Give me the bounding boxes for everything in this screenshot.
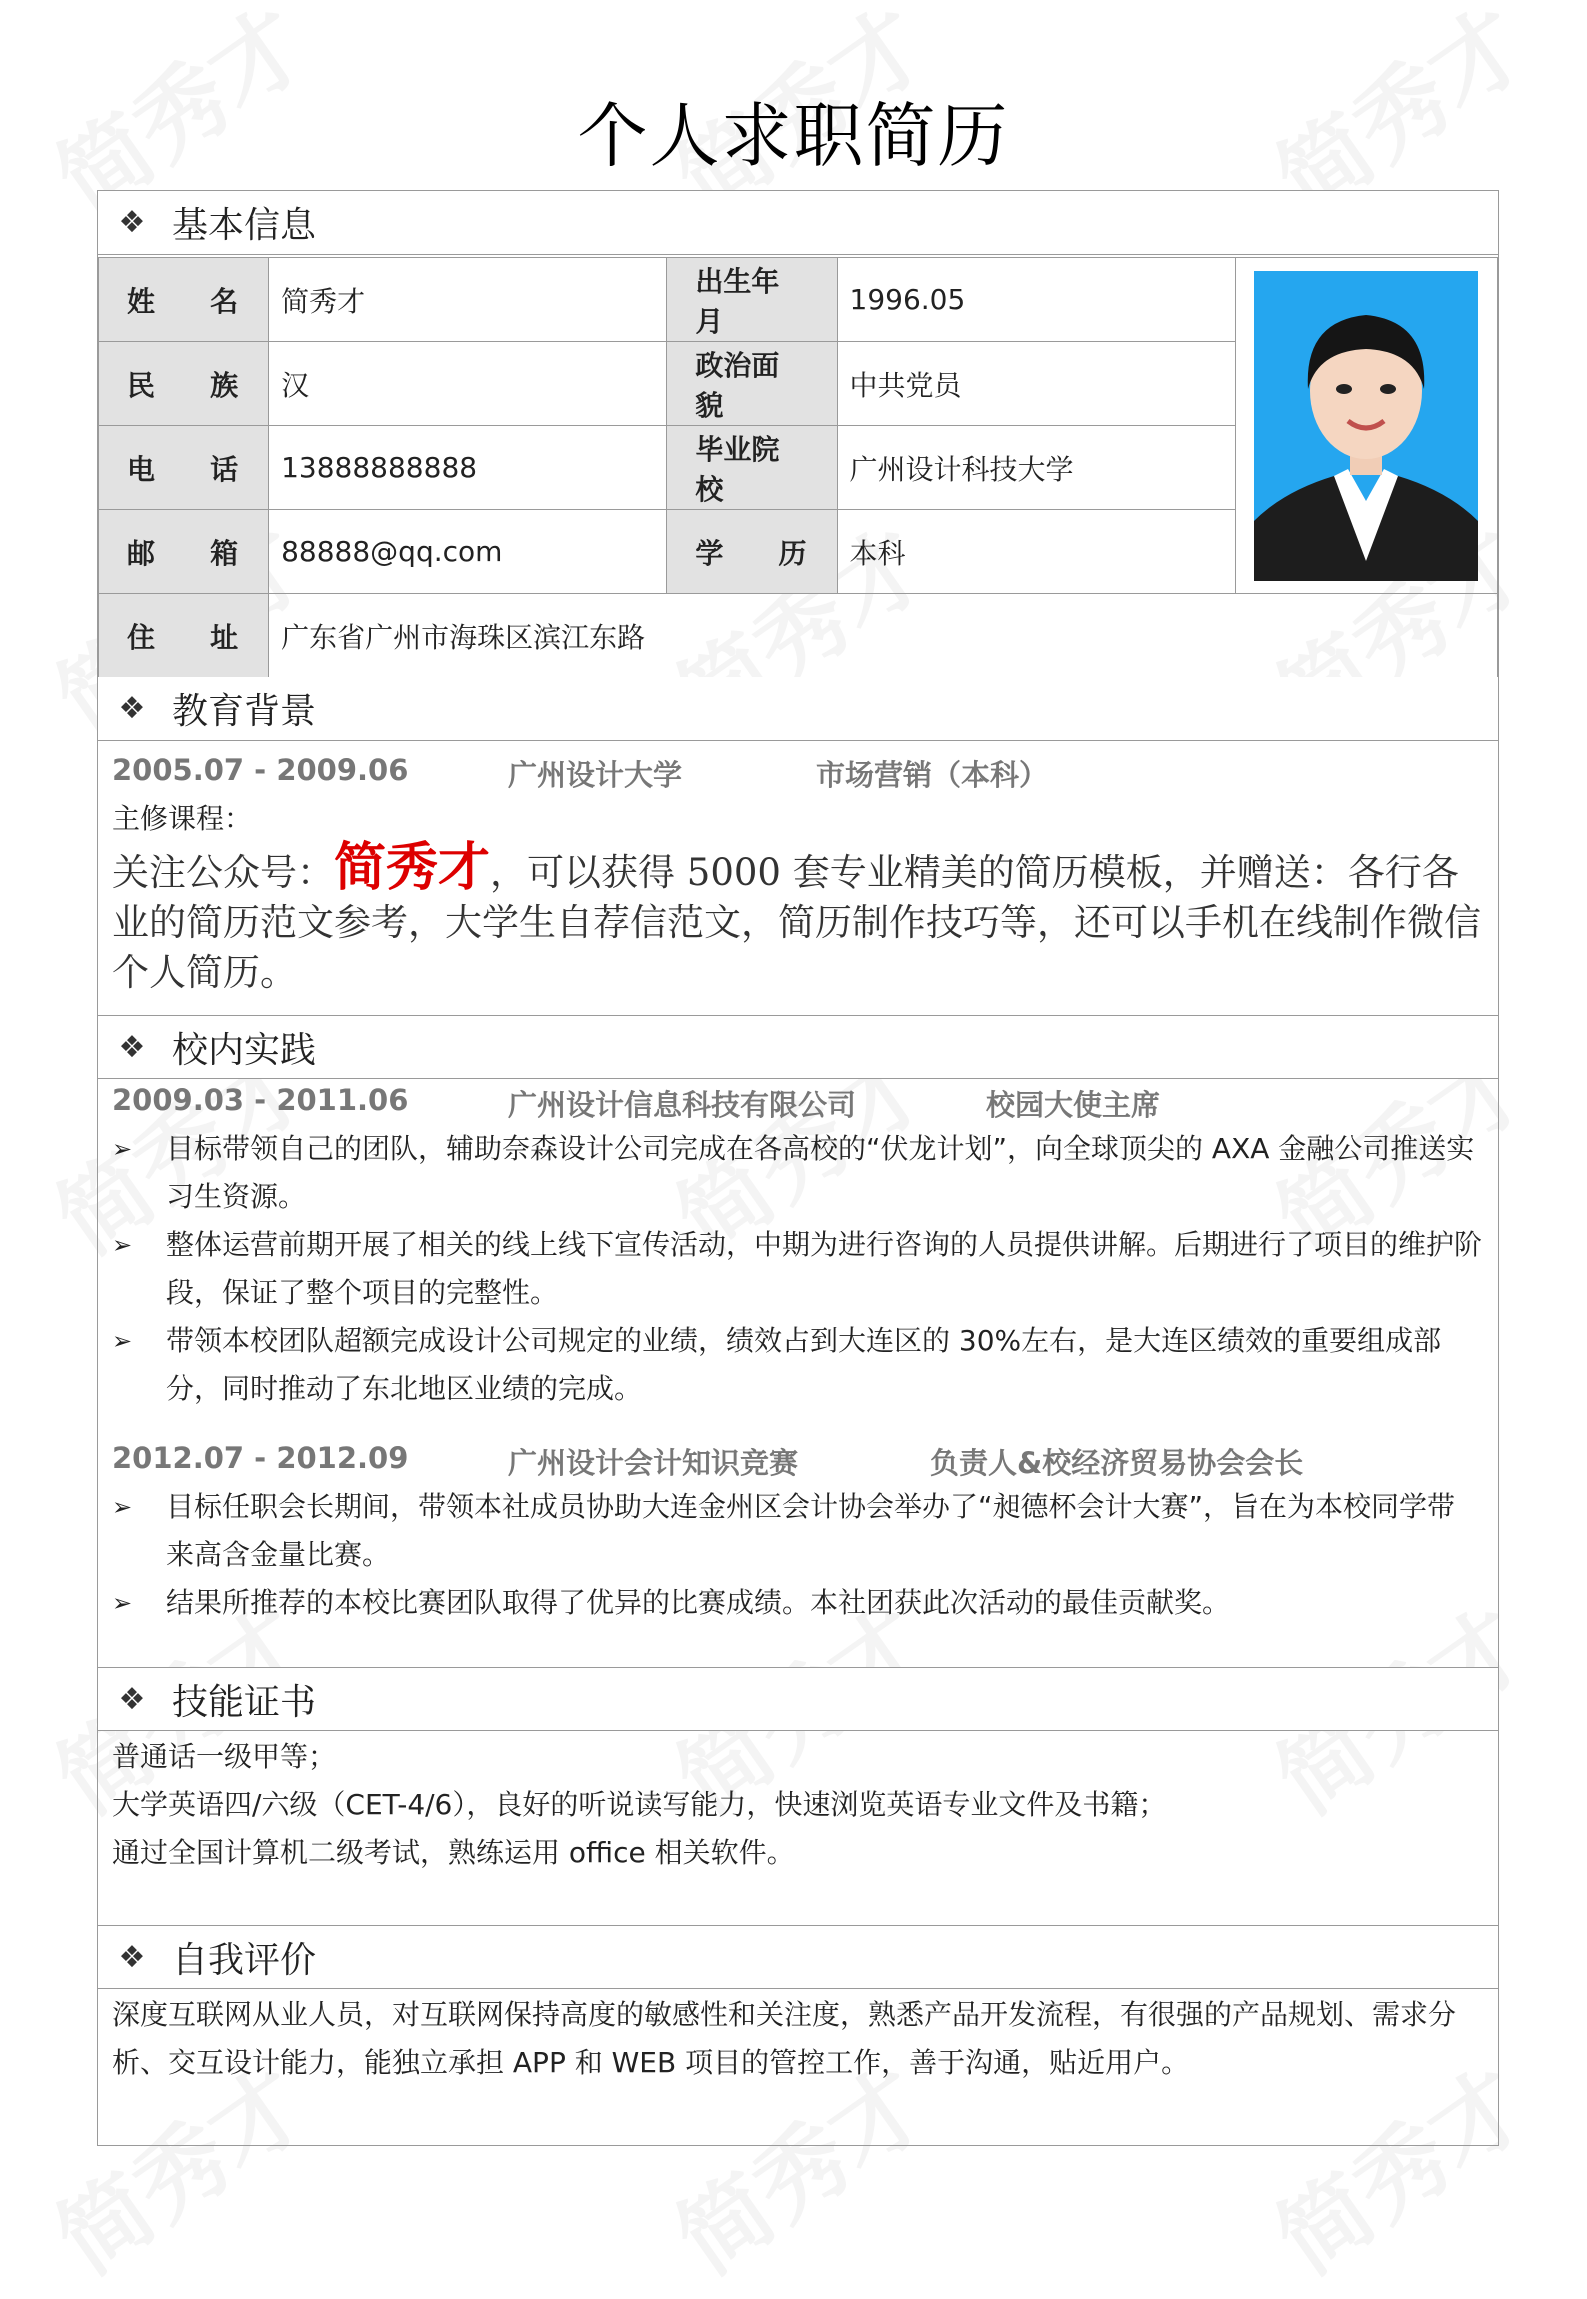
section-header-practice <box>98 1015 1498 1079</box>
list-item: 大学英语四/六级（CET-4/6），良好的听说读写能力，快速浏览英语专业文件及书籍； <box>112 1788 1167 1821</box>
list-item: ➢ 目标任职会长期间，带领本社成员协助大连金州区会计协会举办了“昶德杯会计大赛”，旨在为本校同学带来高含金量比赛。 <box>112 1483 1482 1579</box>
practice-bullet-list <box>112 1483 1482 1627</box>
section-header-self <box>98 1925 1498 1989</box>
phone-value: 13888888888 <box>269 426 667 510</box>
photo-cell <box>1235 258 1497 594</box>
profile-photo <box>1254 271 1478 581</box>
section-title: 校内实践 <box>172 1029 317 1071</box>
address-label-cell: 住 址 <box>99 594 269 678</box>
promo-text <box>112 838 1482 998</box>
education-major: 市场营销（本科） <box>816 758 1049 792</box>
arrow-bullet-icon: ➢ <box>112 1589 133 1617</box>
phone-label-cell: 电 话 <box>99 426 269 510</box>
list-item: 通过全国计算机二级考试，熟练运用 office 相关软件。 <box>112 1836 795 1869</box>
skills-list <box>112 1733 1482 1877</box>
name-value: 简秀才 <box>269 258 667 342</box>
email-value: 88888@qq.com <box>269 510 667 594</box>
practice-period: 2009.03 - 2011.06 <box>112 1083 409 1117</box>
section-header-basic <box>98 191 1498 255</box>
resume-container <box>97 190 1499 2146</box>
list-item: 普通话一级甲等； <box>112 1740 337 1773</box>
practice-period: 2012.07 - 2012.09 <box>112 1441 409 1475</box>
promo-prefix: 关注公众号： <box>112 851 334 894</box>
practice-role: 负责人&校经济贸易协会会长 <box>930 1446 1304 1480</box>
birth-label-cell: 出生年月 <box>667 258 837 342</box>
section-title: 技能证书 <box>172 1681 317 1723</box>
arrow-bullet-icon: ➢ <box>112 1493 133 1521</box>
list-item: ➢ 目标带领自己的团队，辅助奈森设计公司完成在各高校的“伏龙计划”，向全球顶尖的 AXA 金融公司推送实习生资源。 <box>112 1125 1482 1221</box>
diamond-icon: ❖ <box>118 691 146 726</box>
arrow-bullet-icon: ➢ <box>112 1231 133 1259</box>
basic-info-table <box>98 257 1498 678</box>
school-label-cell: 毕业院校 <box>667 426 837 510</box>
section-title: 基本信息 <box>172 205 317 246</box>
promo-rest: ，可以获得 5000 套专业精美的简历模板，并赠送：各行各业的简历范文参考，大学生自荐信范文，简历制作技巧等，还可以手机在线制作微信个人简历。 <box>112 851 1481 994</box>
political-label-cell: 政治面貌 <box>667 342 837 426</box>
ethnic-value: 汉 <box>269 342 667 426</box>
portrait-icon <box>1254 271 1478 581</box>
section-header-skills <box>98 1667 1498 1731</box>
degree-label-cell: 学 历 <box>667 510 837 594</box>
list-item: ➢ 带领本校团队超额完成设计公司规定的业绩，绩效占到大连区的 30%左右，是大连区绩效的重要组成部分，同时推动了东北地区业绩的完成。 <box>112 1317 1482 1413</box>
list-item: ➢ 整体运营前期开展了相关的线上线下宣传活动，中期为进行咨询的人员提供讲解。后期进行了项目的维护阶段，保证了整个项目的完整性。 <box>112 1221 1482 1317</box>
courses-label: 主修课程： <box>112 802 253 835</box>
diamond-icon: ❖ <box>118 1939 146 1975</box>
practice-bullet-list <box>112 1125 1482 1413</box>
political-value: 中共党员 <box>837 342 1235 426</box>
birth-value: 1996.05 <box>837 258 1235 342</box>
education-period: 2005.07 - 2009.06 <box>112 753 409 787</box>
arrow-bullet-icon: ➢ <box>112 1135 133 1163</box>
list-item: ➢ 结果所推荐的本校比赛团队取得了优异的比赛成绩。本社团获此次活动的最佳贡献奖。 <box>112 1579 1482 1627</box>
section-header-education <box>98 677 1498 741</box>
diamond-icon: ❖ <box>118 1029 146 1065</box>
arrow-bullet-icon: ➢ <box>112 1327 133 1355</box>
diamond-icon: ❖ <box>118 205 146 240</box>
page-title: 个人求职简历 <box>577 95 1010 177</box>
section-title: 自我评价 <box>172 1939 317 1981</box>
degree-value: 本科 <box>837 510 1235 594</box>
section-title: 教育背景 <box>172 691 317 732</box>
ethnic-label-cell: 民 族 <box>99 342 269 426</box>
self-evaluation-text: 深度互联网从业人员，对互联网保持高度的敏感性和关注度，熟悉产品开发流程，有很强的产品规划、需求分析、交互设计能力，能独立承担 APP 和 WEB 项目的管控工作，善于沟通，贴近用户。 <box>112 1998 1457 2079</box>
practice-org: 广州设计信息科技有限公司 <box>508 1088 857 1122</box>
education-school: 广州设计大学 <box>508 758 683 792</box>
practice-org: 广州设计会计知识竞赛 <box>508 1446 799 1480</box>
school-value: 广州设计科技大学 <box>837 426 1235 510</box>
promo-brand: 简秀才 <box>334 838 491 898</box>
name-label-cell: 姓 名 <box>99 258 269 342</box>
diamond-icon: ❖ <box>118 1681 146 1717</box>
email-label-cell: 邮 箱 <box>99 510 269 594</box>
address-value: 广东省广州市海珠区滨江东路 <box>269 594 1498 678</box>
practice-role: 校园大使主席 <box>986 1088 1161 1122</box>
